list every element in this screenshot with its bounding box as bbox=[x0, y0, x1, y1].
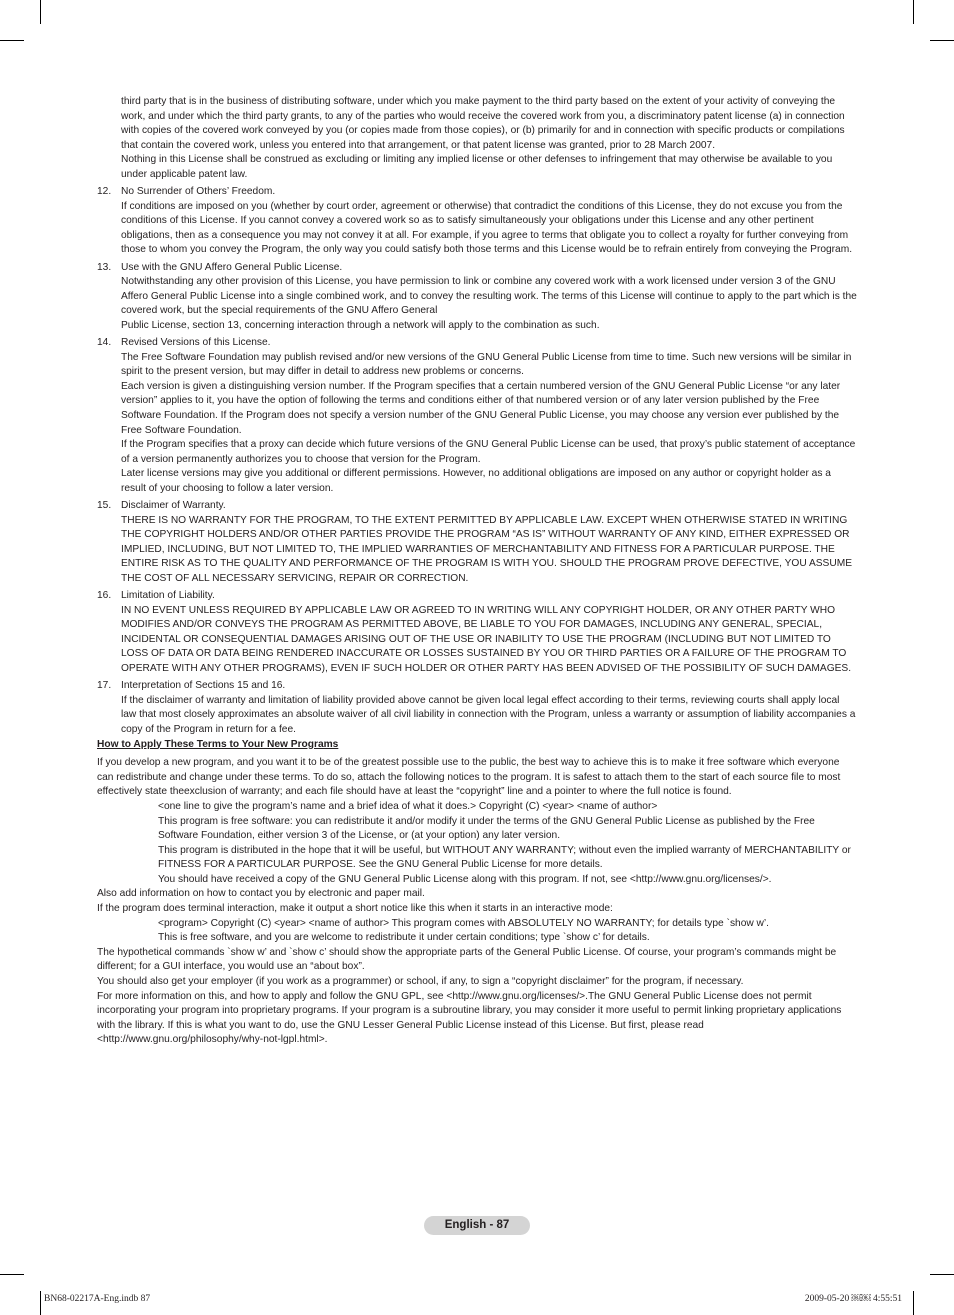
intro-paragraph: Nothing in this License shall be construed as excluding or limiting any implied license or other defenses to infringement that may otherwise be available to you under applicable patent law. bbox=[121, 154, 833, 180]
section-number: 13. bbox=[97, 261, 112, 273]
section-number: 16. bbox=[97, 590, 112, 602]
section-paragraph: If the disclaimer of warranty and limitation of liability provided above cannot be given local legal effect according to their terms, reviewing courts shall apply local law that most closely approximates an absolute waiver of all civil liability in connection with the Program, unless a warranty or assumption of liability accompanies a copy of the Program in return for a fee. bbox=[121, 694, 856, 735]
section-paragraph: Notwithstanding any other provision of this License, you have permission to link or combine any covered work with a work licensed under version 3 of the GNU Affero General Public License into a single combined work, and to convey the resulting work. The terms of this License will continue to apply to the part which is the covered work, but the special requirements of the GNU Affero General bbox=[121, 276, 857, 317]
how-to-block bbox=[97, 756, 857, 1048]
crop-mark bbox=[0, 1274, 24, 1275]
section-title: Interpretation of Sections 15 and 16. bbox=[121, 680, 286, 692]
how-to-notice: This program is distributed in the hope that it will be useful, but WITHOUT ANY WARRANTY; without even the implied warranty of MERCHANTABILITY or FITNESS FOR A PARTICULAR PURPOSE. See the GNU General Public License for more details. bbox=[158, 844, 851, 871]
section-number: 12. bbox=[97, 186, 112, 198]
footer-file: BN68-02217A-Eng.indb 87 bbox=[44, 1294, 151, 1304]
crop-mark bbox=[930, 1274, 954, 1275]
crop-mark bbox=[930, 40, 954, 41]
section-15 bbox=[97, 499, 857, 587]
section-title: Use with the GNU Affero General Public License. bbox=[121, 261, 343, 273]
how-to-notice: You should have received a copy of the GNU General Public License along with this program. If not, see <http://www.gnu.org/licenses/>. bbox=[158, 873, 772, 885]
page-number-badge: English - 87 bbox=[424, 1216, 530, 1235]
how-to-notice: This is free software, and you are welcome to redistribute it under certain conditions; type `show c’ for details. bbox=[158, 932, 650, 944]
section-paragraph: THERE IS NO WARRANTY FOR THE PROGRAM, TO THE EXTENT PERMITTED BY APPLICABLE LAW. EXCEPT WHEN OTHERWISE STATED IN WRITING THE COPYRIGHT HOLDERS AND/OR OTHER PARTIES PROVIDE THE PROGRAM “AS IS” WITHOUT WARRANTY OF ANY KIND, EITHER EXPRESSED OR IMPLIED, INCLUDING, BUT NOT LIMITED TO, THE IMPLIED WARRANTIES OF MERCHANTABILITY AND FITNESS FOR A PARTICULAR PURPOSE. THE ENTIRE RISK AS TO THE QUALITY AND PERFORMANCE OF THE PROGRAM IS WITH YOU. SHOULD THE PROGRAM PROVE DEFECTIVE, YOU ASSUME THE COST OF ALL NECESSARY SERVICING, REPAIR OR CORRECTION. bbox=[121, 514, 852, 584]
section-paragraph: Each version is given a distinguishing version number. If the Program specifies that a certain numbered version of the GNU General Public License “or any later version” applies to it, you have the option of following the terms and conditions either of that numbered version or of any later version published by the Free Software Foundation. If the Program does not specify a version number of the GNU General Public License, you may choose any version ever published by the Free Software Foundation. bbox=[121, 380, 841, 436]
section-title: Disclaimer of Warranty. bbox=[121, 500, 226, 512]
how-to-notice: <one line to give the program’s name and a brief idea of what it does.> Copyright (C) <year> <name of author> bbox=[158, 800, 658, 812]
how-to-paragraph: You should also get your employer (if you work as a programmer) or school, if any, to sign a “copyright disclaimer” for the program, if necessary. bbox=[97, 976, 744, 988]
section-paragraph: Public License, section 13, concerning interaction through a network will apply to the combination as such. bbox=[121, 319, 600, 331]
section-14 bbox=[97, 336, 857, 497]
footer-datetime: 2009-05-20 ￼￼ 4:55:51 bbox=[804, 1294, 902, 1304]
section-12 bbox=[97, 185, 857, 258]
how-to-heading: How to Apply These Terms to Your New Programs bbox=[97, 738, 339, 750]
section-paragraph: The Free Software Foundation may publish revised and/or new versions of the GNU General Public License from time to time. Such new versions will be similar in spirit to the present version, but may differ in detail to address new problems or concerns. bbox=[121, 351, 852, 378]
how-to-notice: This program is free software: you can redistribute it and/or modify it under the terms of the GNU General Public License as published by the Free Software Foundation, either version 3 of the License, or (at your option) any later version. bbox=[158, 815, 815, 842]
crop-mark bbox=[40, 0, 41, 24]
crop-mark bbox=[40, 1291, 41, 1315]
how-to-paragraph: For more information on this, and how to apply and follow the GNU GPL, see <http://www.gnu.org/licenses/>.The GNU General Public License does not permit incorporating your program into proprietary programs. If your program is a subroutine library, you may consider it more useful to permit linking proprietary applications with the library. If this is what you want to do, use the GNU Lesser General Public License instead of this License. But first, please read <http://www.gnu.org/philosophy/why-not-lgpl.html>. bbox=[97, 990, 842, 1046]
section-17 bbox=[97, 679, 857, 737]
intro-block bbox=[97, 95, 857, 183]
how-to-paragraph: If the program does terminal interaction, make it output a short notice like this when it starts in an interactive mode: bbox=[97, 903, 613, 915]
section-paragraph: If the Program specifies that a proxy can decide which future versions of the GNU General Public License can be used, that proxy’s public statement of acceptance of a version permanently authorizes you to choose that version for the Program. bbox=[121, 439, 856, 465]
section-title: Limitation of Liability. bbox=[121, 590, 215, 602]
intro-paragraph: third party that is in the business of distributing software, under which you make payment to the third party based on the extent of your activity of conveying the work, and under which the third party grants, to any of the parties who would receive the covered work from you, a discriminatory patent license (a) in connection with copies of the covered work conveyed by you (or copies made from those copies), or (b) primarily for and in connection with specific products or compilations that contain the covered work, unless you entered into that arrangement, or that patent license was granted, prior to 28 March 2007. bbox=[121, 96, 845, 151]
section-paragraph: If conditions are imposed on you (whether by court order, agreement or otherwise) that contradict the conditions of this License, they do not excuse you from the conditions of this License. If you cannot convey a covered work so as to satisfy simultaneously your obligations under this License and any other pertinent obligations, then as a consequence you may not convey it at all. For example, if you agree to terms that obligate you to collect a royalty for further conveying from those to whom you convey the Program, the only way you could satisfy both those terms and this License would be to refrain entirely from conveying the Program. bbox=[121, 200, 853, 256]
how-to-notice: <program> Copyright (C) <year> <name of author> This program comes with ABSOLUTELY NO WARRANTY; for details type `show w’. bbox=[158, 917, 770, 929]
section-paragraph: IN NO EVENT UNLESS REQUIRED BY APPLICABLE LAW OR AGREED TO IN WRITING WILL ANY COPYRIGHT HOLDER, OR ANY OTHER PARTY WHO MODIFIES AND/OR CONVEYS THE PROGRAM AS PERMITTED ABOVE, BE LIABLE TO YOU FOR DAMAGES, INCLUDING ANY GENERAL, SPECIAL, INCIDENTAL OR CONSEQUENTIAL DAMAGES ARISING OUT OF THE USE OR INABILITY TO USE THE PROGRAM (INCLUDING BUT NOT LIMITED TO LOSS OF DATA OR DATA BEING RENDERED INACCURATE OR LOSSES SUSTAINED BY YOU OR THIRD PARTIES OR A FAILURE OF THE PROGRAM TO OPERATE WITH ANY OTHER PROGRAMS), EVEN IF SUCH HOLDER OR OTHER PARTY HAS BEEN ADVISED OF THE POSSIBILITY OF SUCH DAMAGES. bbox=[121, 604, 852, 675]
crop-mark bbox=[913, 0, 914, 24]
crop-mark bbox=[913, 1291, 914, 1315]
section-13 bbox=[97, 261, 857, 334]
section-paragraph: Later license versions may give you additional or different permissions. However, no additional obligations are imposed on any author or copyright holder as a result of your choosing to follow a later version. bbox=[121, 468, 831, 494]
how-to-paragraph: The hypothetical commands `show w’ and `show c’ should show the appropriate parts of the General Public License. Of course, your program’s commands might be different; for a GUI interface, you would use an “about box”. bbox=[97, 946, 837, 973]
how-to-paragraph: If you develop a new program, and you want it to be of the greatest possible use to the public, the best way to achieve this is to make it free software which everyone can redistribute and change under these terms. To do so, attach the following notices to the program. It is safest to attach them to the start of each source file to most effectively state theexclusion of warranty; and each file should have at least the “copyright” line and a pointer to where the full notice is found. bbox=[97, 757, 841, 798]
section-16 bbox=[97, 589, 857, 677]
section-title: Revised Versions of this License. bbox=[121, 337, 271, 348]
section-number: 14. bbox=[97, 337, 112, 348]
section-number: 17. bbox=[97, 680, 112, 692]
section-title: No Surrender of Others’ Freedom. bbox=[121, 186, 276, 198]
license-body bbox=[97, 95, 857, 1048]
section-number: 15. bbox=[97, 500, 112, 512]
crop-mark bbox=[0, 40, 24, 41]
how-to-paragraph: Also add information on how to contact you by electronic and paper mail. bbox=[97, 888, 425, 900]
